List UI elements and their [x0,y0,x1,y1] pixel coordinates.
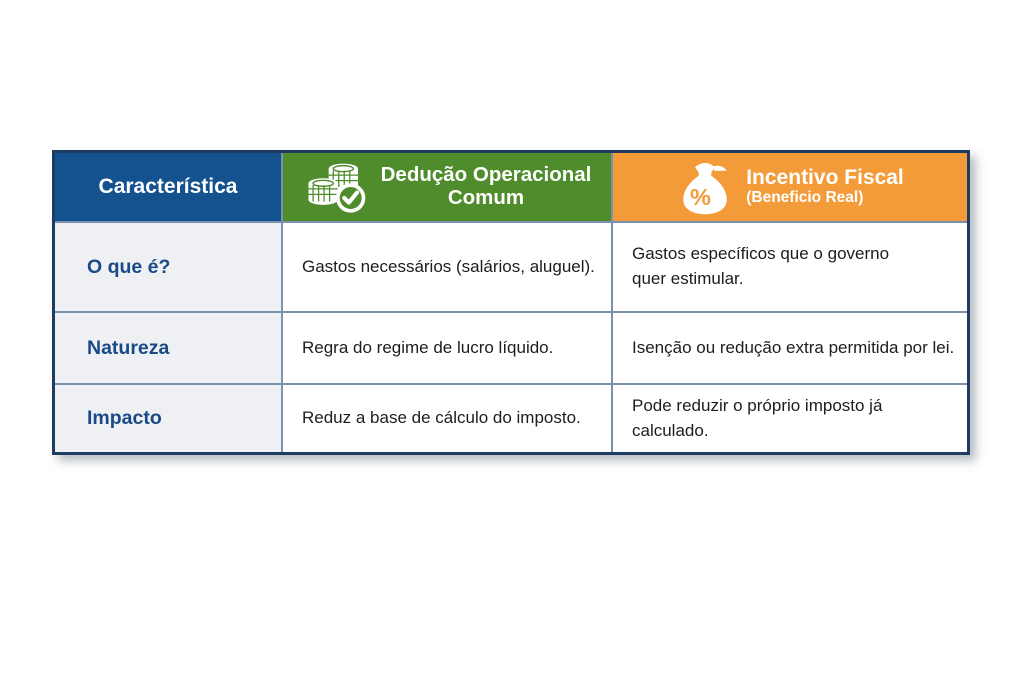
header-characteristic [55,153,283,223]
header-deducao-label [381,164,592,210]
row-label-text: O que é? [87,255,171,278]
money-bag-percent-icon [676,158,734,216]
header-characteristic-label: Característica [98,175,238,198]
cell-text: Pode reduzir o próprio imposto já calculado. [632,395,883,440]
percent-symbol: % [690,184,712,211]
row-label-o-que-e [55,223,283,313]
header-deducao-line2: Comum [447,186,525,209]
cell-o-que-e-deducao [283,223,613,313]
row-label-impacto [55,385,283,452]
cell-text [632,242,889,291]
cell-text: Regra do regime de lucro líquido. [302,337,554,357]
header-incentivo-subtitle: (Beneficio Real) [746,188,864,206]
header-deducao-line1: Dedução Operacional [380,163,592,187]
comparison-table [52,150,970,455]
cell-text: Gastos necessários (salários, aluguel). [302,256,595,276]
cell-o-que-e-incentivo [613,223,967,313]
header-deducao [283,153,613,223]
cell-impacto-deducao [283,385,613,452]
coins-check-icon [303,159,369,215]
header-incentivo-title: Incentivo Fiscal [746,166,904,190]
row-label-text: Impacto [87,407,162,429]
row-label-text: Natureza [87,336,170,359]
cell-impacto-incentivo [613,385,967,452]
row-label-natureza [55,313,283,385]
cell-text: Reduz a base de cálculo do imposto. [302,408,581,428]
cell-text: Isenção ou redução extra permitida por lei. [632,337,955,357]
cell-natureza-deducao [283,313,613,385]
header-incentivo-label [746,167,904,206]
header-incentivo [613,153,967,223]
cell-text-line1: Gastos específicos que o governo [632,244,890,264]
cell-natureza-incentivo [613,313,967,385]
cell-text-line2: quer estimular. [632,269,744,288]
